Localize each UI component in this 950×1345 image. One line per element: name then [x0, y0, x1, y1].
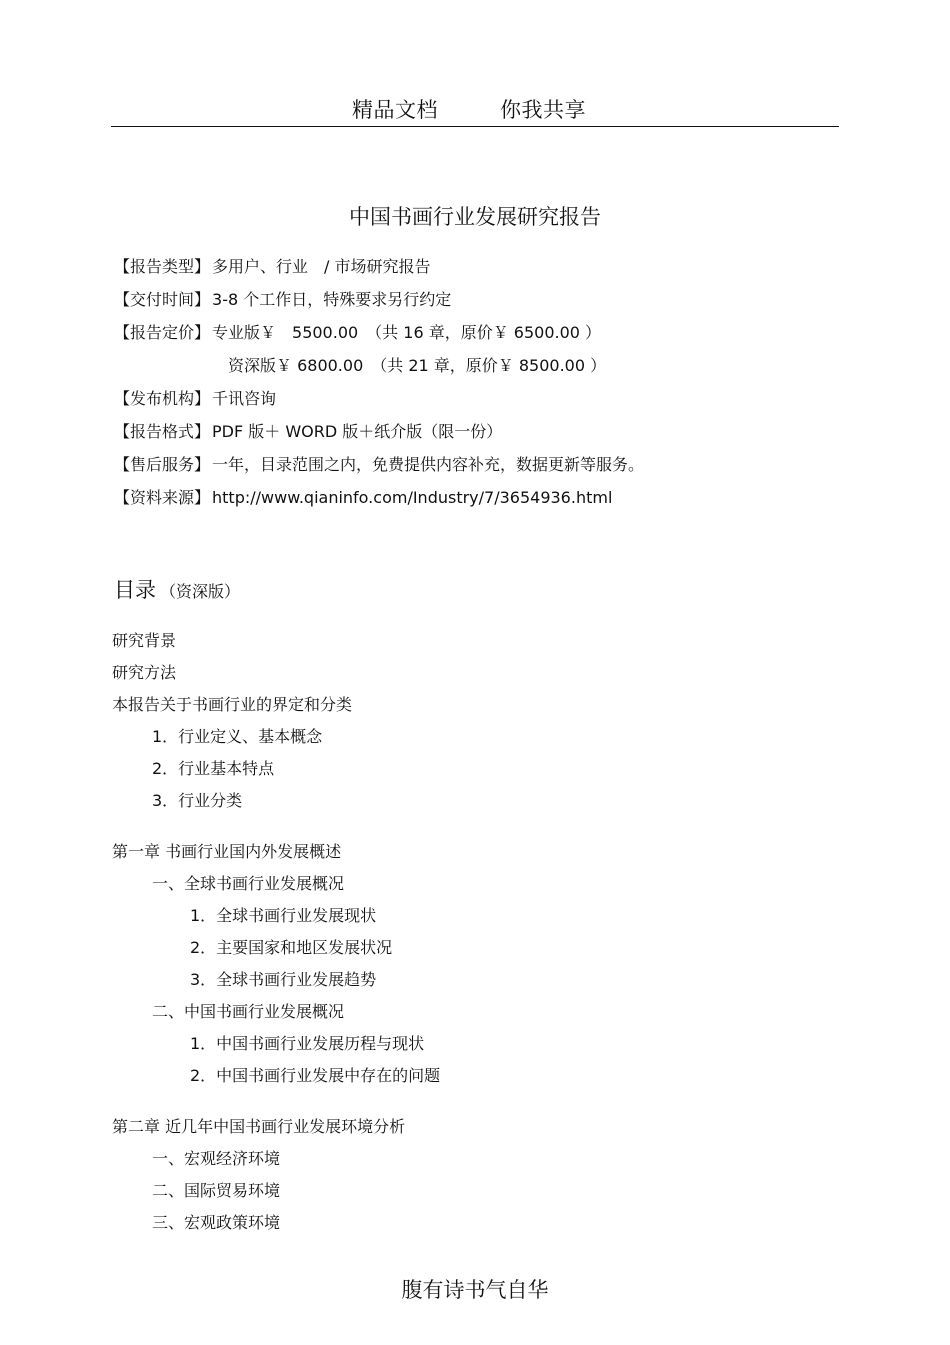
- info-label: 【资料来源】: [114, 488, 211, 507]
- toc-chapter: 第一章 书画行业国内外发展概述: [112, 842, 342, 861]
- info-label: 【交付时间】: [114, 290, 211, 309]
- info-value: 多用户、行业 / 市场研究报告: [212, 257, 431, 276]
- toc-section: 一、全球书画行业发展概况: [152, 874, 345, 893]
- toc-section: 一、宏观经济环境: [152, 1149, 281, 1168]
- info-value: 专业版￥ 5500.00 （共 16 章，原价￥ 6500.00 ）: [212, 323, 602, 342]
- info-after-sales: [114, 452, 644, 475]
- toc-section: 三、宏观政策环境: [152, 1213, 281, 1232]
- info-label: 【售后服务】: [114, 455, 211, 474]
- info-value: 千讯咨询: [212, 389, 277, 408]
- info-value: 资深版￥ 6800.00 （共 21 章，原价￥ 8500.00 ）: [228, 356, 607, 375]
- toc-item: 1．中国书画行业发展历程与现状: [190, 1034, 425, 1053]
- info-value: 3-8 个工作日，特殊要求另行约定: [212, 290, 452, 309]
- info-source: [114, 485, 612, 508]
- toc-item: 1．全球书画行业发展现状: [190, 906, 377, 925]
- info-label: 【报告类型】: [114, 257, 211, 276]
- info-delivery-time: [114, 287, 451, 310]
- info-format: [114, 419, 502, 442]
- toc-heading-text: 目录: [114, 578, 156, 602]
- toc-item: 研究方法: [112, 663, 177, 682]
- info-price-senior: [228, 353, 606, 376]
- toc-chapter: 第二章 近几年中国书画行业发展环境分析: [112, 1117, 406, 1136]
- toc-section: 二、国际贸易环境: [152, 1181, 281, 1200]
- header-right-text: 你我共享: [500, 98, 586, 122]
- document-title: 中国书画行业发展研究报告: [349, 205, 601, 229]
- toc-section: 二、中国书画行业发展概况: [152, 1002, 345, 1021]
- toc-item: 3．全球书画行业发展趋势: [190, 970, 377, 989]
- toc-item: 2．中国书画行业发展中存在的问题: [190, 1066, 441, 1085]
- header-divider: [111, 126, 839, 127]
- info-value: 一年，目录范围之内，免费提供内容补充，数据更新等服务。: [212, 455, 645, 474]
- info-price: [114, 320, 601, 343]
- info-report-type: [114, 254, 431, 277]
- toc-item: 2．行业基本特点: [152, 759, 275, 778]
- header-left-text: 精品文档: [352, 98, 438, 122]
- toc-item: 3．行业分类: [152, 791, 243, 810]
- toc-heading-sub: （资深版）: [160, 582, 241, 601]
- info-label: 【报告格式】: [114, 422, 211, 441]
- info-publisher: [114, 386, 276, 409]
- toc-item: 本报告关于书画行业的界定和分类: [112, 695, 353, 714]
- toc-item: 1．行业定义、基本概念: [152, 727, 323, 746]
- info-source-link[interactable]: http://www.qianinfo.com/Industry/7/3654936.html: [212, 488, 613, 507]
- toc-heading: [114, 574, 240, 604]
- toc-item: 研究背景: [112, 631, 177, 650]
- toc-item: 2．主要国家和地区发展状况: [190, 938, 393, 957]
- info-label: 【报告定价】: [114, 323, 211, 342]
- info-label: 【发布机构】: [114, 389, 211, 408]
- info-value: PDF 版＋ WORD 版＋纸介版（限一份）: [212, 422, 503, 441]
- footer-motto: 腹有诗书气自华: [401, 1278, 549, 1302]
